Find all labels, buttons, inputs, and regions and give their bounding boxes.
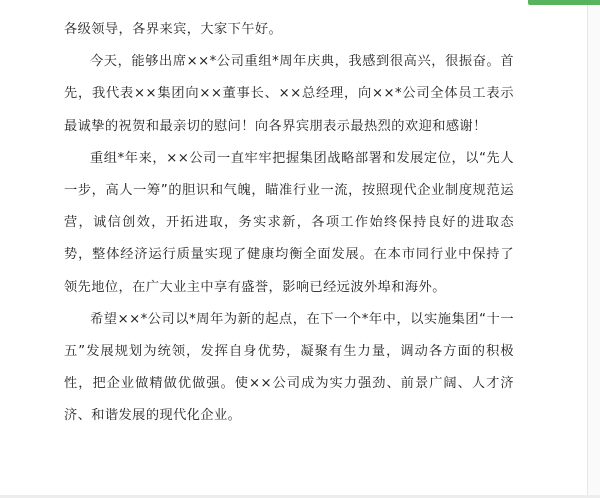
- opening-paragraph: 今天，能够出席××*公司重组*周年庆典，我感到很高兴，很振奋。首先，我代表××集团向××董事长、××总经理，向××*公司全体员工表示最诚挚的祝贺和最亲切的慰问！向各界宾朋表示最热烈的欢迎和感谢！: [64, 54, 514, 134]
- hopes-paragraph: 希望××*公司以*周年为新的起点，在下一个*年中，以实施集团“十一五”发展规划为统领，发挥自身优势，凝聚有生力量，调动各方面的积极性，把企业做精做优做强。使××公司成为实力强劲、前景广阔、人才济济、和谐发展的现代化企业。: [64, 311, 514, 424]
- scrollbar-track[interactable]: [587, 0, 600, 498]
- green-tab-indicator: [528, 0, 600, 5]
- greeting-paragraph: 各级领导，各界来宾，大家下午好。: [64, 22, 283, 37]
- achievements-paragraph: 重组*年来，××公司一直牢牢把握集团战略部署和发展定位，以“先人一步，高人一筹”的胆识和气魄，瞄准行业一流，按照现代企业制度规范运营，诚信创效，开拓进取，务实求新，各项工作始终保持良好的进取态势，整体经济运行质量实现了健康均衡全面发展。在本市同行业中保持了领先地位，在广大业主中享有盛誉，影响已经远波外埠和海外。: [64, 150, 514, 295]
- document-page: [64, 0, 514, 498]
